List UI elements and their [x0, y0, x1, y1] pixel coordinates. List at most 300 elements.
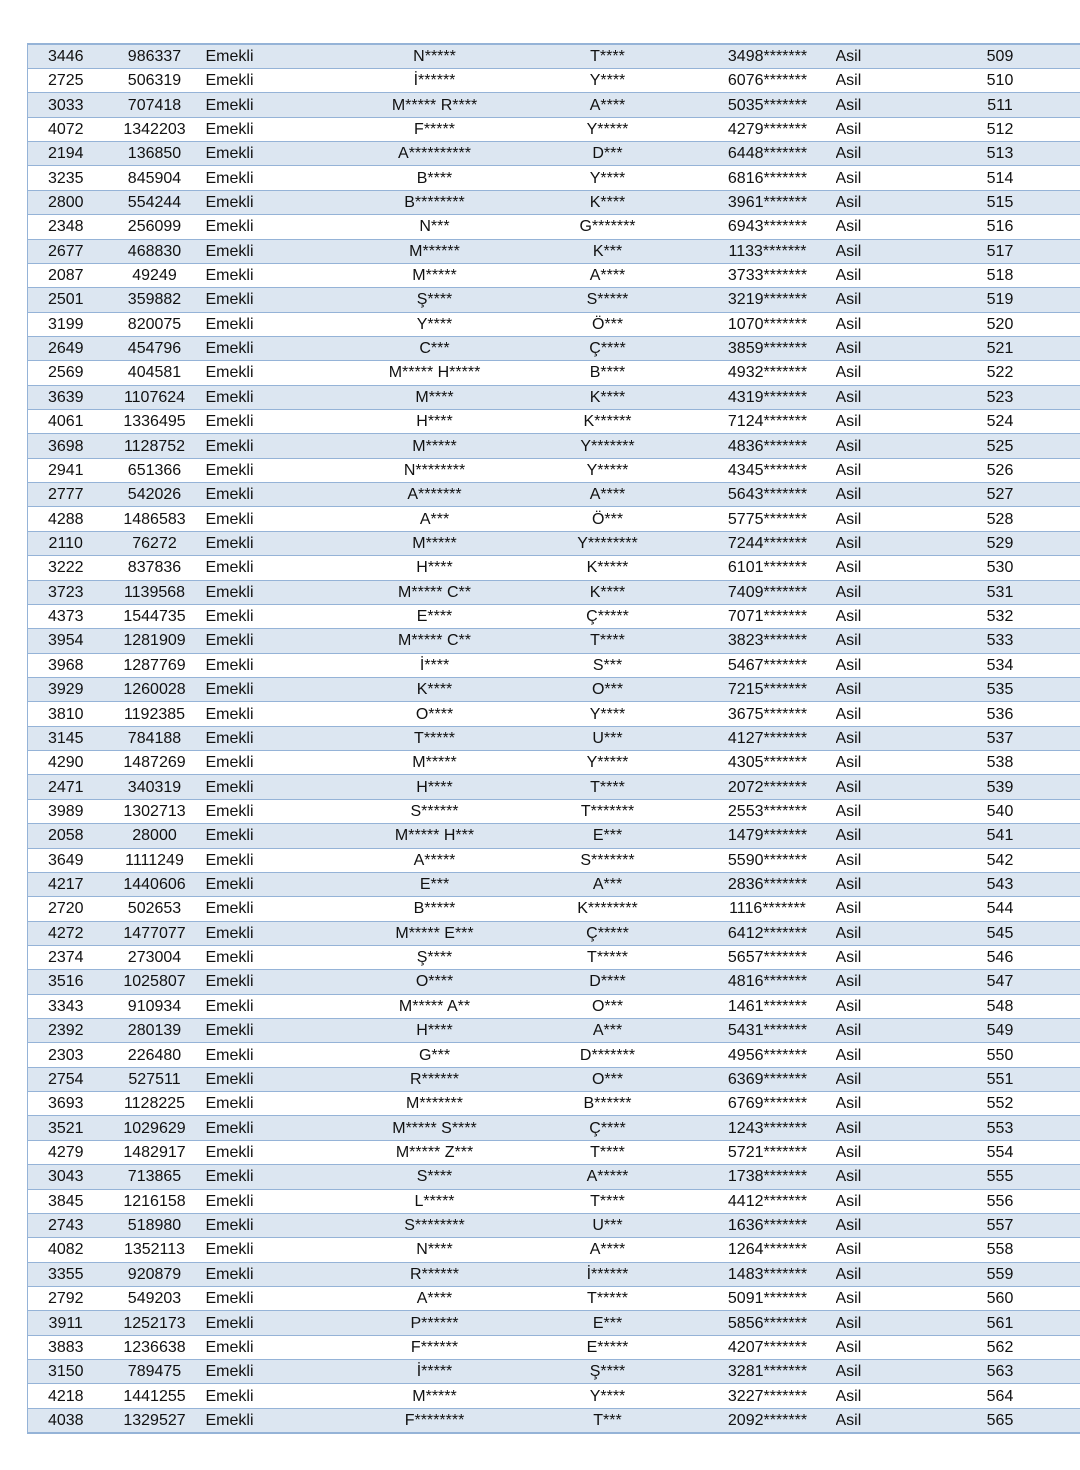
- row-status: Emekli: [206, 1286, 354, 1310]
- row-type: Asil: [836, 702, 920, 726]
- row-name: A*******: [354, 483, 516, 507]
- row-tc-number: 4305*******: [700, 751, 836, 775]
- row-id: 3639: [28, 385, 104, 409]
- row-tc-number: 5431*******: [700, 1019, 836, 1043]
- row-status: Emekli: [206, 726, 354, 750]
- row-status: Emekli: [206, 93, 354, 117]
- row-status: Emekli: [206, 1092, 354, 1116]
- row-number: 76272: [104, 531, 206, 555]
- row-name: N*****: [354, 44, 516, 69]
- row-name: O****: [354, 970, 516, 994]
- row-surname: Ç*****: [516, 921, 700, 945]
- row-rank: 561: [920, 1311, 1080, 1335]
- row-type: Asil: [836, 117, 920, 141]
- row-tc-number: 1461*******: [700, 994, 836, 1018]
- row-name: M*****: [354, 751, 516, 775]
- table-row: [28, 1092, 1080, 1116]
- row-rank: 559: [920, 1262, 1080, 1286]
- row-rank: 523: [920, 385, 1080, 409]
- row-status: Emekli: [206, 1360, 354, 1384]
- row-rank: 545: [920, 921, 1080, 945]
- row-surname: T*****: [516, 1286, 700, 1310]
- row-surname: A****: [516, 1238, 700, 1262]
- row-type: Asil: [836, 775, 920, 799]
- row-name: M****: [354, 385, 516, 409]
- row-number: 1482917: [104, 1140, 206, 1164]
- table-row: [28, 872, 1080, 896]
- row-tc-number: 1264*******: [700, 1238, 836, 1262]
- row-number: 1352113: [104, 1238, 206, 1262]
- row-tc-number: 5035*******: [700, 93, 836, 117]
- row-status: Emekli: [206, 751, 354, 775]
- row-rank: 542: [920, 848, 1080, 872]
- row-type: Asil: [836, 215, 920, 239]
- row-status: Emekli: [206, 1408, 354, 1433]
- row-surname: T*******: [516, 799, 700, 823]
- row-name: A**********: [354, 142, 516, 166]
- row-number: 1107624: [104, 385, 206, 409]
- row-type: Asil: [836, 921, 920, 945]
- row-rank: 520: [920, 312, 1080, 336]
- table-row: [28, 775, 1080, 799]
- row-name: F********: [354, 1408, 516, 1433]
- row-tc-number: 2072*******: [700, 775, 836, 799]
- row-name: Y****: [354, 312, 516, 336]
- row-rank: 516: [920, 215, 1080, 239]
- row-surname: K****: [516, 385, 700, 409]
- row-status: Emekli: [206, 483, 354, 507]
- row-type: Asil: [836, 1116, 920, 1140]
- row-number: 1487269: [104, 751, 206, 775]
- row-status: Emekli: [206, 872, 354, 896]
- row-number: 1029629: [104, 1116, 206, 1140]
- row-id: 3033: [28, 93, 104, 117]
- row-rank: 509: [920, 44, 1080, 69]
- table-row: [28, 507, 1080, 531]
- row-rank: 524: [920, 410, 1080, 434]
- row-tc-number: 6769*******: [700, 1092, 836, 1116]
- row-rank: 558: [920, 1238, 1080, 1262]
- row-rank: 527: [920, 483, 1080, 507]
- row-rank: 515: [920, 190, 1080, 214]
- row-id: 3723: [28, 580, 104, 604]
- row-surname: E*****: [516, 1335, 700, 1359]
- row-rank: 534: [920, 653, 1080, 677]
- row-number: 1128752: [104, 434, 206, 458]
- row-status: Emekli: [206, 1165, 354, 1189]
- table-row: [28, 702, 1080, 726]
- row-type: Asil: [836, 288, 920, 312]
- row-rank: 530: [920, 556, 1080, 580]
- row-status: Emekli: [206, 1043, 354, 1067]
- row-type: Asil: [836, 1067, 920, 1091]
- row-name: N***: [354, 215, 516, 239]
- row-surname: T***: [516, 1408, 700, 1433]
- row-name: H****: [354, 410, 516, 434]
- table-row: [28, 190, 1080, 214]
- row-id: 2720: [28, 897, 104, 921]
- row-name: K****: [354, 677, 516, 701]
- row-number: 340319: [104, 775, 206, 799]
- row-status: Emekli: [206, 239, 354, 263]
- row-status: Emekli: [206, 799, 354, 823]
- row-tc-number: 2836*******: [700, 872, 836, 896]
- row-surname: İ******: [516, 1262, 700, 1286]
- row-name: M***** H*****: [354, 361, 516, 385]
- row-name: M*****: [354, 531, 516, 555]
- row-tc-number: 6412*******: [700, 921, 836, 945]
- row-number: 1216158: [104, 1189, 206, 1213]
- row-status: Emekli: [206, 531, 354, 555]
- table-row: [28, 385, 1080, 409]
- row-rank: 554: [920, 1140, 1080, 1164]
- row-number: 136850: [104, 142, 206, 166]
- row-id: 4038: [28, 1408, 104, 1433]
- row-rank: 519: [920, 288, 1080, 312]
- row-id: 2087: [28, 263, 104, 287]
- table-row: [28, 483, 1080, 507]
- row-id: 4061: [28, 410, 104, 434]
- row-tc-number: 1070*******: [700, 312, 836, 336]
- row-number: 273004: [104, 945, 206, 969]
- row-type: Asil: [836, 434, 920, 458]
- row-name: M***** Z***: [354, 1140, 516, 1164]
- row-tc-number: 4279*******: [700, 117, 836, 141]
- row-type: Asil: [836, 361, 920, 385]
- row-rank: 551: [920, 1067, 1080, 1091]
- row-number: 1336495: [104, 410, 206, 434]
- table-row: [28, 970, 1080, 994]
- row-type: Asil: [836, 677, 920, 701]
- row-tc-number: 1479*******: [700, 824, 836, 848]
- table-row: [28, 1043, 1080, 1067]
- table-row: [28, 166, 1080, 190]
- row-status: Emekli: [206, 994, 354, 1018]
- row-name: M*****: [354, 434, 516, 458]
- row-name: E***: [354, 872, 516, 896]
- row-type: Asil: [836, 531, 920, 555]
- table-row: [28, 945, 1080, 969]
- row-type: Asil: [836, 1043, 920, 1067]
- row-surname: Ç*****: [516, 604, 700, 628]
- row-name: M***** H***: [354, 824, 516, 848]
- row-number: 1236638: [104, 1335, 206, 1359]
- row-type: Asil: [836, 1408, 920, 1433]
- table-row: [28, 1384, 1080, 1408]
- row-number: 256099: [104, 215, 206, 239]
- row-type: Asil: [836, 190, 920, 214]
- row-rank: 549: [920, 1019, 1080, 1043]
- row-number: 404581: [104, 361, 206, 385]
- row-type: Asil: [836, 1311, 920, 1335]
- row-tc-number: 7071*******: [700, 604, 836, 628]
- row-surname: Y*****: [516, 458, 700, 482]
- row-id: 2649: [28, 336, 104, 360]
- row-name: M*******: [354, 1092, 516, 1116]
- row-type: Asil: [836, 1335, 920, 1359]
- row-rank: 541: [920, 824, 1080, 848]
- row-rank: 557: [920, 1213, 1080, 1237]
- row-number: 454796: [104, 336, 206, 360]
- row-tc-number: 1133*******: [700, 239, 836, 263]
- table-row: [28, 824, 1080, 848]
- row-name: M*****: [354, 263, 516, 287]
- row-tc-number: 5091*******: [700, 1286, 836, 1310]
- row-number: 1139568: [104, 580, 206, 604]
- row-status: Emekli: [206, 653, 354, 677]
- row-name: C***: [354, 336, 516, 360]
- row-surname: U***: [516, 726, 700, 750]
- row-id: 3929: [28, 677, 104, 701]
- row-rank: 556: [920, 1189, 1080, 1213]
- row-type: Asil: [836, 410, 920, 434]
- table-row: [28, 239, 1080, 263]
- row-surname: T****: [516, 1140, 700, 1164]
- row-type: Asil: [836, 1238, 920, 1262]
- row-surname: T****: [516, 1189, 700, 1213]
- row-rank: 548: [920, 994, 1080, 1018]
- row-status: Emekli: [206, 458, 354, 482]
- row-surname: D*******: [516, 1043, 700, 1067]
- row-surname: K****: [516, 190, 700, 214]
- row-id: 2677: [28, 239, 104, 263]
- row-rank: 540: [920, 799, 1080, 823]
- row-number: 226480: [104, 1043, 206, 1067]
- row-status: Emekli: [206, 44, 354, 69]
- row-number: 506319: [104, 69, 206, 93]
- row-type: Asil: [836, 799, 920, 823]
- row-id: 2792: [28, 1286, 104, 1310]
- row-surname: U***: [516, 1213, 700, 1237]
- row-number: 468830: [104, 239, 206, 263]
- row-name: M***** S****: [354, 1116, 516, 1140]
- row-id: 2743: [28, 1213, 104, 1237]
- table-row: [28, 312, 1080, 336]
- row-id: 4082: [28, 1238, 104, 1262]
- row-rank: 532: [920, 604, 1080, 628]
- row-id: 3150: [28, 1360, 104, 1384]
- row-surname: Y****: [516, 1384, 700, 1408]
- row-id: 3145: [28, 726, 104, 750]
- row-tc-number: 3675*******: [700, 702, 836, 726]
- row-status: Emekli: [206, 1140, 354, 1164]
- row-id: 2501: [28, 288, 104, 312]
- row-tc-number: 3219*******: [700, 288, 836, 312]
- row-tc-number: 3733*******: [700, 263, 836, 287]
- row-status: Emekli: [206, 604, 354, 628]
- row-rank: 512: [920, 117, 1080, 141]
- row-type: Asil: [836, 726, 920, 750]
- row-tc-number: 1636*******: [700, 1213, 836, 1237]
- row-id: 4217: [28, 872, 104, 896]
- row-name: S****: [354, 1165, 516, 1189]
- row-surname: S*****: [516, 288, 700, 312]
- table-row: [28, 1286, 1080, 1310]
- row-id: 2392: [28, 1019, 104, 1043]
- row-type: Asil: [836, 385, 920, 409]
- row-id: 3649: [28, 848, 104, 872]
- row-type: Asil: [836, 458, 920, 482]
- row-name: F*****: [354, 117, 516, 141]
- row-tc-number: 2092*******: [700, 1408, 836, 1433]
- row-name: M***** C**: [354, 580, 516, 604]
- row-number: 837836: [104, 556, 206, 580]
- row-tc-number: 5721*******: [700, 1140, 836, 1164]
- row-type: Asil: [836, 580, 920, 604]
- row-type: Asil: [836, 312, 920, 336]
- table-row: [28, 44, 1080, 69]
- row-number: 1281909: [104, 629, 206, 653]
- row-id: 4288: [28, 507, 104, 531]
- table-row: [28, 1335, 1080, 1359]
- row-rank: 546: [920, 945, 1080, 969]
- row-number: 1287769: [104, 653, 206, 677]
- row-type: Asil: [836, 483, 920, 507]
- row-tc-number: 3961*******: [700, 190, 836, 214]
- row-id: 4279: [28, 1140, 104, 1164]
- row-id: 3810: [28, 702, 104, 726]
- row-id: 3698: [28, 434, 104, 458]
- row-status: Emekli: [206, 921, 354, 945]
- row-tc-number: 4319*******: [700, 385, 836, 409]
- row-status: Emekli: [206, 775, 354, 799]
- row-rank: 513: [920, 142, 1080, 166]
- row-type: Asil: [836, 507, 920, 531]
- row-tc-number: 3227*******: [700, 1384, 836, 1408]
- row-rank: 511: [920, 93, 1080, 117]
- row-status: Emekli: [206, 945, 354, 969]
- row-number: 1342203: [104, 117, 206, 141]
- row-id: 4290: [28, 751, 104, 775]
- row-id: 2058: [28, 824, 104, 848]
- row-status: Emekli: [206, 1384, 354, 1408]
- row-tc-number: 7215*******: [700, 677, 836, 701]
- row-tc-number: 6943*******: [700, 215, 836, 239]
- row-rank: 521: [920, 336, 1080, 360]
- row-type: Asil: [836, 239, 920, 263]
- table-row: [28, 677, 1080, 701]
- row-number: 542026: [104, 483, 206, 507]
- row-name: O****: [354, 702, 516, 726]
- row-status: Emekli: [206, 897, 354, 921]
- row-type: Asil: [836, 1213, 920, 1237]
- row-type: Asil: [836, 1019, 920, 1043]
- row-type: Asil: [836, 1262, 920, 1286]
- row-name: T*****: [354, 726, 516, 750]
- row-tc-number: 7409*******: [700, 580, 836, 604]
- row-id: 3911: [28, 1311, 104, 1335]
- row-surname: Y****: [516, 166, 700, 190]
- row-id: 3845: [28, 1189, 104, 1213]
- row-tc-number: 3498*******: [700, 44, 836, 69]
- row-tc-number: 5657*******: [700, 945, 836, 969]
- row-id: 3446: [28, 44, 104, 69]
- row-rank: 525: [920, 434, 1080, 458]
- row-status: Emekli: [206, 677, 354, 701]
- table-row: [28, 1408, 1080, 1433]
- row-rank: 517: [920, 239, 1080, 263]
- table-body: [28, 44, 1080, 1433]
- row-name: B****: [354, 166, 516, 190]
- row-tc-number: 7124*******: [700, 410, 836, 434]
- row-surname: A****: [516, 93, 700, 117]
- row-status: Emekli: [206, 117, 354, 141]
- row-status: Emekli: [206, 1262, 354, 1286]
- row-surname: A***: [516, 872, 700, 896]
- row-tc-number: 3281*******: [700, 1360, 836, 1384]
- row-surname: K******: [516, 410, 700, 434]
- row-tc-number: 4345*******: [700, 458, 836, 482]
- row-id: 2569: [28, 361, 104, 385]
- row-id: 2194: [28, 142, 104, 166]
- row-tc-number: 4836*******: [700, 434, 836, 458]
- row-number: 707418: [104, 93, 206, 117]
- row-status: Emekli: [206, 336, 354, 360]
- row-id: 3883: [28, 1335, 104, 1359]
- row-status: Emekli: [206, 263, 354, 287]
- row-surname: D****: [516, 970, 700, 994]
- row-status: Emekli: [206, 190, 354, 214]
- row-rank: 518: [920, 263, 1080, 287]
- table-row: [28, 1067, 1080, 1091]
- table-row: [28, 93, 1080, 117]
- row-rank: 564: [920, 1384, 1080, 1408]
- row-type: Asil: [836, 1360, 920, 1384]
- table-row: [28, 263, 1080, 287]
- row-rank: 550: [920, 1043, 1080, 1067]
- row-type: Asil: [836, 93, 920, 117]
- row-type: Asil: [836, 848, 920, 872]
- row-tc-number: 4816*******: [700, 970, 836, 994]
- row-surname: Y*****: [516, 117, 700, 141]
- row-tc-number: 7244*******: [700, 531, 836, 555]
- table-row: [28, 604, 1080, 628]
- row-name: S********: [354, 1213, 516, 1237]
- table-row: [28, 629, 1080, 653]
- row-id: 2303: [28, 1043, 104, 1067]
- row-surname: T****: [516, 44, 700, 69]
- table-row: [28, 1213, 1080, 1237]
- row-rank: 533: [920, 629, 1080, 653]
- row-type: Asil: [836, 556, 920, 580]
- row-rank: 522: [920, 361, 1080, 385]
- row-status: Emekli: [206, 385, 354, 409]
- row-type: Asil: [836, 1384, 920, 1408]
- row-number: 1260028: [104, 677, 206, 701]
- row-surname: T****: [516, 775, 700, 799]
- row-type: Asil: [836, 970, 920, 994]
- row-surname: Y****: [516, 702, 700, 726]
- row-surname: K****: [516, 580, 700, 604]
- row-surname: Y*******: [516, 434, 700, 458]
- row-id: 3693: [28, 1092, 104, 1116]
- table-row: [28, 1189, 1080, 1213]
- row-type: Asil: [836, 44, 920, 69]
- row-status: Emekli: [206, 434, 354, 458]
- row-rank: 526: [920, 458, 1080, 482]
- row-rank: 555: [920, 1165, 1080, 1189]
- row-surname: A****: [516, 483, 700, 507]
- row-name: B********: [354, 190, 516, 214]
- row-id: 3235: [28, 166, 104, 190]
- row-name: R******: [354, 1262, 516, 1286]
- row-name: S******: [354, 799, 516, 823]
- row-rank: 539: [920, 775, 1080, 799]
- row-status: Emekli: [206, 970, 354, 994]
- row-rank: 544: [920, 897, 1080, 921]
- row-status: Emekli: [206, 580, 354, 604]
- table-row: [28, 653, 1080, 677]
